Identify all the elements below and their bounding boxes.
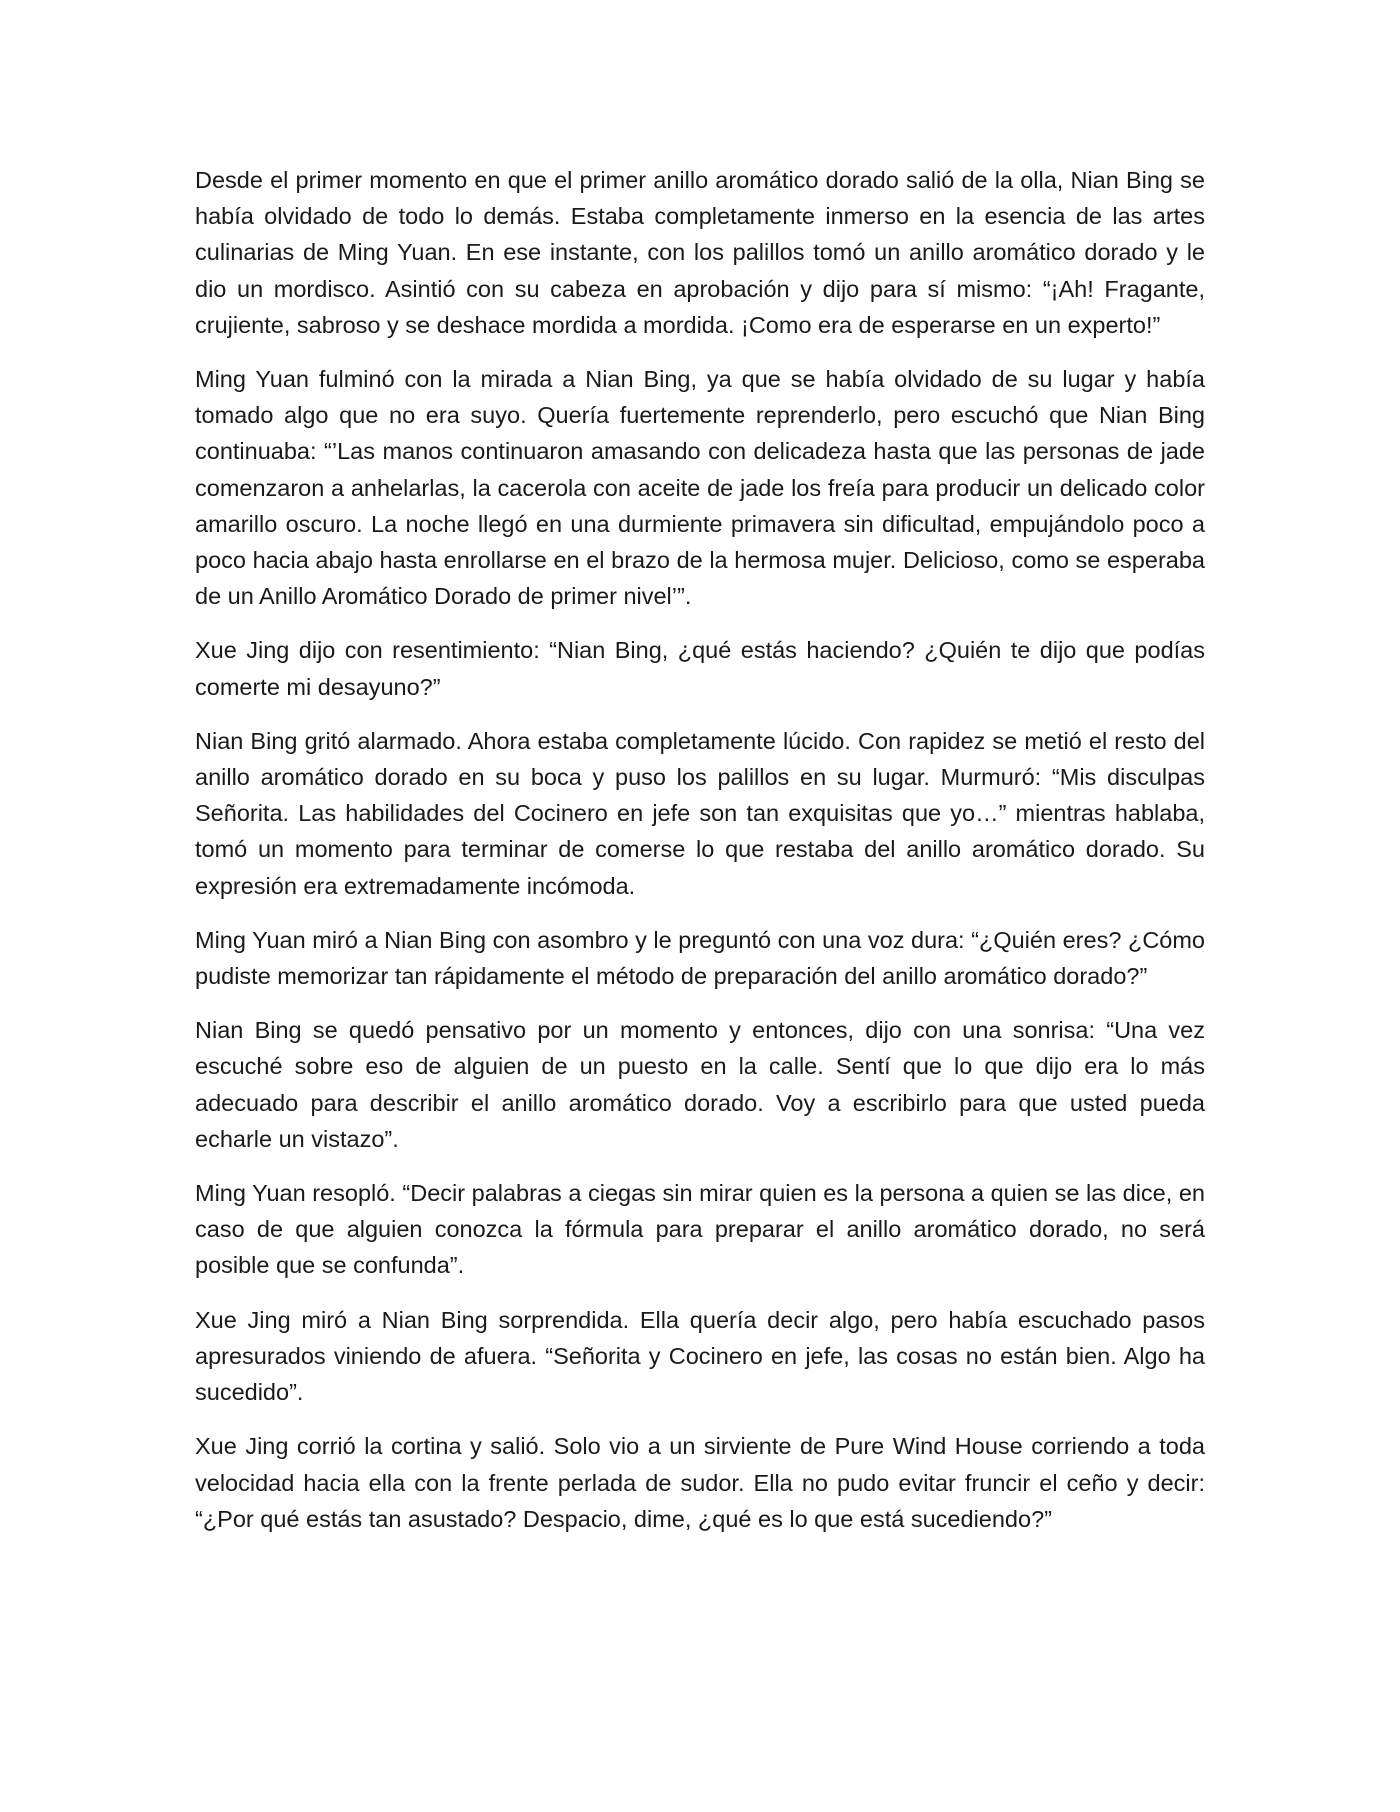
paragraph: Xue Jing miró a Nian Bing sorprendida. Ella quería decir algo, pero había escuchado pasos apresurados viniendo de afuera. “Señorita y Cocinero en jefe, las cosas no están bien. Algo ha sucedido”. — [195, 1306, 1205, 1406]
paragraph: Xue Jing corrió la cortina y salió. Solo vio a un sirviente de Pure Wind House corriendo a toda velocidad hacia ella con la frente perlada de sudor. Ella no pudo evitar fruncir el ceño y decir: “¿Por qué estás tan asustado? Despacio, dime, ¿qué es lo que está sucediendo?” — [195, 1433, 1205, 1532]
paragraph: Nian Bing se quedó pensativo por un momento y entonces, dijo con una sonrisa: “Una vez escuché sobre eso de alguien de un puesto en la calle. Sentí que lo que dijo era lo más adecuado para describir el anillo aromático dorado. Voy a escribirlo para que usted pueda echarle un vistazo”. — [195, 1017, 1205, 1152]
paragraph: Xue Jing dijo con resentimiento: “Nian Bing, ¿qué estás haciendo? ¿Quién te dijo que podías comerte mi desayuno?” — [195, 637, 1205, 700]
paragraph: Nian Bing gritó alarmado. Ahora estaba completamente lúcido. Con rapidez se metió el resto del anillo aromático dorado en su boca y puso los palillos en su lugar. Murmuró: “Mis disculpas Señorita. Las habilidades del Cocinero en jefe son tan exquisitas que yo…” mientras hablaba, tomó un momento para terminar de comerse lo que restaba del anillo aromático dorado. Su expresión era extremadamente incómoda. — [195, 727, 1205, 899]
paragraph: Ming Yuan miró a Nian Bing con asombro y le preguntó con una voz dura: “¿Quién eres? ¿Cómo pudiste memorizar tan rápidamente el método de preparación del anillo aromático dorado?” — [195, 926, 1205, 990]
paragraph: Ming Yuan fulminó con la mirada a Nian Bing, ya que se había olvidado de su lugar y había tomado algo que no era suyo. Quería fuertemente reprenderlo, pero escuchó que Nian Bing continuaba: “’Las manos continuaron amasando con delicadeza hasta que las personas de jade comenzaron a anhelarlas, la cacerola con aceite de jade los freía para producir un delicado color amarillo oscuro. La noche llegó en una durmiente primavera sin dificultad, empujándolo poco a poco hacia abajo hasta enrollarse en el brazo de la hermosa mujer. Delicioso, como se esperaba de un Anillo Aromático Dorado de primer nivel’”. — [195, 366, 1205, 610]
paragraph: Desde el primer momento en que el primer anillo aromático dorado salió de la olla, Nian Bing se había olvidado de todo lo demás. Estaba completamente inmerso en la esencia de las artes culinarias de Ming Yuan. En ese instante, con los palillos tomó un anillo aromático dorado y le dio un mordisco. Asintió con su cabeza en aprobación y dijo para sí mismo: “¡Ah! Fragante, crujiente, sabroso y se deshace mordida a mordida. ¡Como era de esperarse en un experto!” — [195, 167, 1205, 338]
paragraph: Ming Yuan resopló. “Decir palabras a ciegas sin mirar quien es la persona a quien se las dice, en caso de que alguien conozca la fórmula para preparar el anillo aromático dorado, no será posible que se confunda”. — [195, 1180, 1205, 1279]
document-body — [195, 162, 1205, 1555]
